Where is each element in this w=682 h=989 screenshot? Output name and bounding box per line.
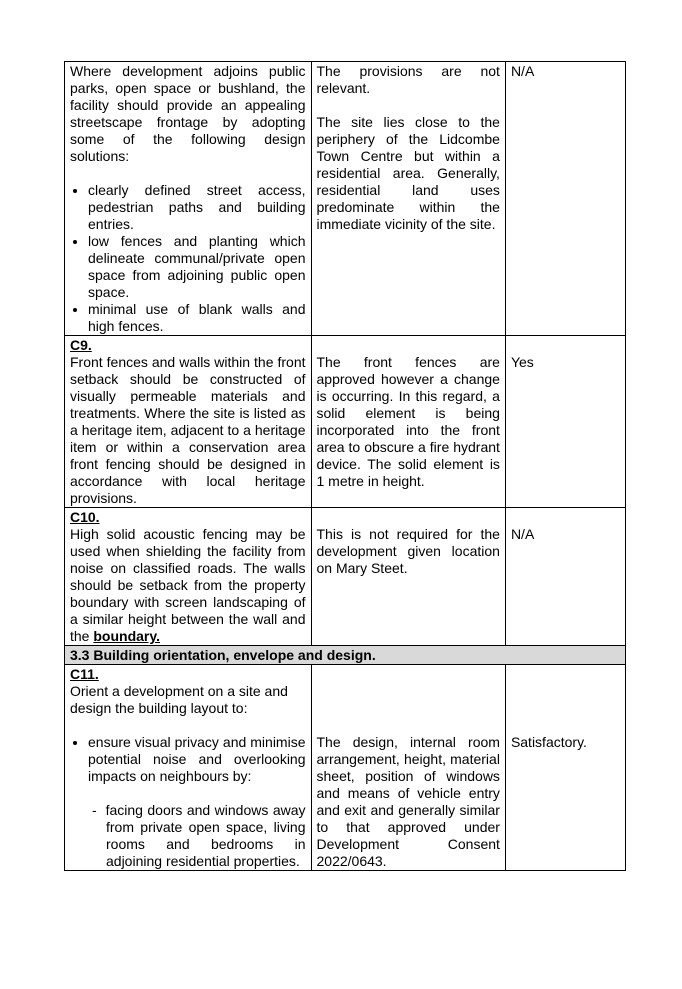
requirement-cell xyxy=(65,665,312,871)
compliance-text: Yes xyxy=(510,354,534,370)
comment-text: The provisions are not relevant. xyxy=(316,63,500,96)
compliance-cell xyxy=(505,508,625,646)
comment-cell xyxy=(311,508,505,646)
comment-text: This is not required for the development given location on Mary Steet. xyxy=(316,526,500,576)
compliance-cell xyxy=(505,665,625,871)
requirement-bullet-list xyxy=(70,734,306,785)
requirement-text: Where development adjoins public parks, open space or bushland, the facility should provide an appealing streetscape frontage by adopting some of the following design solutions: xyxy=(70,63,306,164)
list-item: • ensure visual privacy and minimise potential noise and overlooking impacts on neighbours by: xyxy=(88,734,306,785)
comment-cell xyxy=(311,665,505,871)
requirement-text: Orient a development on a site and design the building layout to: xyxy=(70,683,288,716)
comment-cell xyxy=(311,62,505,336)
requirement-bullet-list xyxy=(70,182,306,335)
compliance-cell: N/A xyxy=(505,62,625,336)
dash-marker: - xyxy=(92,802,97,818)
table-row xyxy=(65,62,626,336)
control-code: C9. xyxy=(70,337,92,353)
control-code: C10. xyxy=(70,509,100,525)
section-row xyxy=(65,646,626,665)
requirement-text: High solid acoustic fencing may be used when shielding the facility from noise on classified roads. The walls should be setback from the property boundary with screen landscaping of a similar height between the wall and the boundary. xyxy=(70,526,306,644)
comment-cell xyxy=(311,336,505,508)
control-code: C11. xyxy=(70,666,99,682)
compliance-text: N/A xyxy=(510,526,535,542)
requirement-emphasis: boundary. xyxy=(93,628,160,644)
list-item: • clearly defined street access, pedestrian paths and building entries. xyxy=(88,182,306,233)
table-row xyxy=(65,336,626,508)
requirement-cell xyxy=(65,336,312,508)
list-item: • low fences and planting which delineate communal/private open space from adjoining public open space. xyxy=(88,233,306,301)
requirement-cell xyxy=(65,62,312,336)
table-row xyxy=(65,665,626,871)
table-row xyxy=(65,508,626,646)
compliance-text: Satisfactory. xyxy=(510,734,587,750)
requirement-cell xyxy=(65,508,312,646)
assessment-table xyxy=(64,61,626,871)
dash-item: - facing doors and windows away from private open space, living rooms and bedrooms in adjoining residential properties. xyxy=(92,802,306,869)
comment-text: The design, internal room arrangement, height, material sheet, position of windows and means of vehicle entry and exit and generally similar to that approved under Development Consent 2022/0643. xyxy=(316,734,500,869)
compliance-cell xyxy=(505,336,625,508)
comment-text: The front fences are approved however a change is occurring. In this regard, a solid element is being incorporated into the front area to obscure a fire hydrant device. The solid element is 1 metre in height. xyxy=(316,354,500,489)
requirement-text: Front fences and walls within the front setback should be constructed of visually permeable materials and treatments. Where the site is listed as a heritage item, adjacent to a heritage item or within a conservation area front fencing should be designed in accordance with local heritage provisions. xyxy=(70,354,306,506)
section-heading: 3.3 Building orientation, envelope and design. xyxy=(65,646,626,665)
comment-text: The site lies close to the periphery of the Lidcombe Town Centre but within a residential area. Generally, residential land uses predominate within the immediate vicinity of the site. xyxy=(316,114,500,232)
list-item: • minimal use of blank walls and high fences. xyxy=(88,301,306,335)
